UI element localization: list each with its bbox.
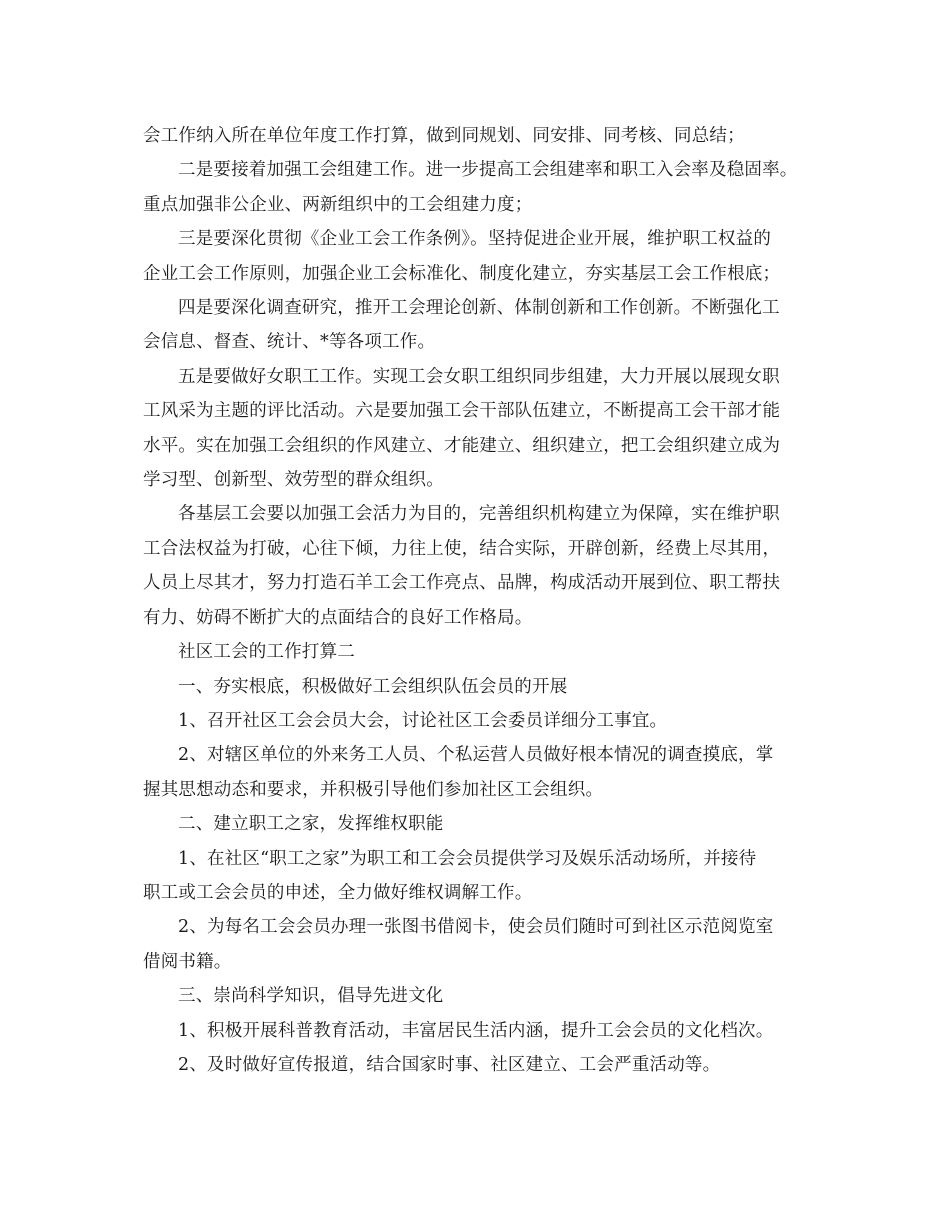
text-line: 1、召开社区工会会员大会，讨论社区工会委员详细分工事宜。	[178, 710, 668, 731]
text-line: 2、为每名工会会员办理一张图书借阅卡，使会员们随时可到社区示范阅览室	[178, 917, 774, 938]
text-line: 会工作纳入所在单位年度工作打算，做到同规划、同安排、同考核、同总结；	[143, 126, 745, 146]
text-line: 二是要接着加强工会组建工作。进一步提高工会组建率和职工入会率及稳固率。	[178, 160, 798, 181]
text-line: 握其思想动态和要求，并积极引导他们参加社区工会组织。	[143, 779, 604, 800]
text-line: 各基层工会要以加强工会活力为目的，完善组织机构建立为保障，实在维护职	[178, 504, 780, 525]
text-line: 一、夯实根底，积极做好工会组织队伍会员的开展	[178, 676, 568, 697]
text-line: 有力、妨碍不断扩大的点面结合的良好工作格局。	[143, 607, 533, 628]
text-line: 1、在社区“职工之家”为职工和工会会员提供学习及娱乐活动场所，并接待	[178, 848, 757, 869]
text-line: 水平。实在加强工会组织的作风建立、才能建立、组织建立，把工会组织建立成为	[143, 435, 781, 456]
text-line: 二、建立职工之家，发挥维权职能	[178, 814, 444, 835]
section-heading: 社区工会的工作打算二	[178, 642, 355, 663]
text-line: 五是要做好女职工工作。实现工会女职工组织同步组建，大力开展以展现女职	[178, 366, 780, 387]
text-line: 职工或工会会员的申述，全力做好维权调解工作。	[143, 882, 533, 903]
text-line: 工合法权益为打破，心往下倾，力往上使，结合实际，开辟创新，经费上尽其用，	[143, 538, 781, 559]
text-line: 三、崇尚科学知识，倡导先进文化	[178, 986, 444, 1007]
document-body	[143, 119, 823, 1082]
text-line: 1、积极开展科普教育活动，丰富居民生活内涵，提升工会会员的文化档次。	[178, 1020, 774, 1041]
text-line: 2、对辖区单位的外来务工人员、个私运营人员做好根本情况的调查摸底，掌	[178, 745, 774, 766]
text-line: 重点加强非公企业、两新组织中的工会组建力度；	[143, 194, 533, 215]
text-line: 工风采为主题的评比活动。六是要加强工会干部队伍建立，不断提高工会干部才能	[143, 401, 781, 422]
text-line: 企业工会工作原则，加强企业工会标准化、制度化建立，夯实基层工会工作根底；	[143, 263, 781, 284]
text-line: 人员上尽其才，努力打造石羊工会工作亮点、品牌，构成活动开展到位、职工帮扶	[143, 573, 781, 594]
text-line: 借阅书籍。	[143, 951, 232, 972]
text-line: 四是要深化调查研究，推开工会理论创新、体制创新和工作创新。不断强化工	[178, 298, 780, 319]
text-line: 三是要深化贯彻《企业工会工作条例》。坚持促进企业开展，维护职工权益的	[178, 229, 772, 250]
text-line: 2、及时做好宣传报道，结合国家时事、社区建立、工会严重活动等。	[178, 1054, 721, 1075]
text-line: 学习型、创新型、效劳型的群众组织。	[143, 470, 444, 491]
text-line: 会信息、督查、统计、*等各项工作。	[143, 332, 436, 353]
